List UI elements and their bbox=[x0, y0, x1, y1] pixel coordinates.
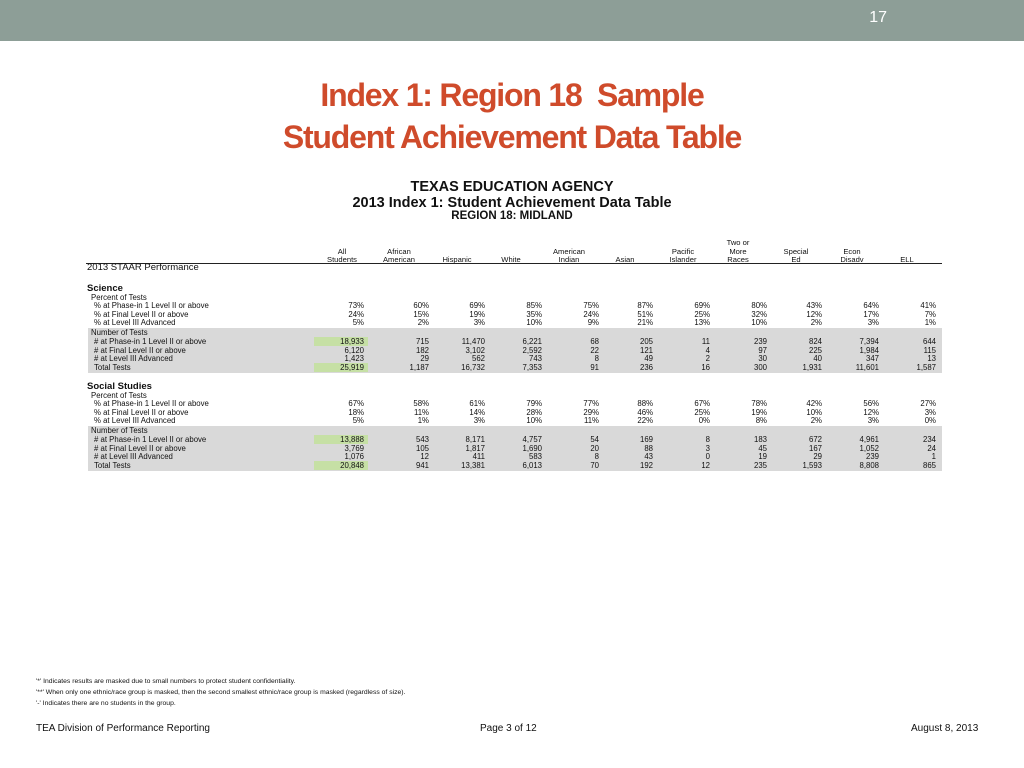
table-cell: 43 bbox=[644, 452, 653, 462]
table-row bbox=[0, 310, 1024, 319]
table-cell: 167 bbox=[808, 443, 822, 453]
table-cell: 2% bbox=[810, 318, 822, 328]
table-cell: 10% bbox=[526, 416, 542, 426]
table-cell: 20 bbox=[590, 443, 599, 453]
table-cell: 56% bbox=[863, 399, 879, 408]
table-cell: 8,171 bbox=[465, 435, 485, 444]
performance-label: 2013 STAAR Performance bbox=[87, 262, 199, 273]
table-cell: 3% bbox=[473, 318, 485, 328]
table-cell: 22 bbox=[590, 345, 599, 355]
table-cell: 42% bbox=[806, 399, 822, 408]
table-cell: 97 bbox=[758, 345, 767, 355]
table-cell: 6,013 bbox=[522, 461, 542, 471]
table-cell: 7,353 bbox=[522, 363, 542, 373]
table-cell: 17% bbox=[863, 309, 879, 319]
table-cell: 88 bbox=[644, 443, 653, 453]
table-cell: 54 bbox=[590, 435, 599, 444]
column-header-line: Disadv bbox=[840, 255, 864, 265]
column-header-line: Ed bbox=[791, 255, 801, 265]
table-cell: 25,919 bbox=[340, 363, 364, 373]
table-cell: 49 bbox=[644, 354, 653, 364]
table-cell: 30 bbox=[758, 354, 767, 364]
table-row bbox=[0, 301, 1024, 310]
table-cell: 8,808 bbox=[859, 461, 879, 471]
table-cell: 0% bbox=[924, 416, 936, 426]
table-cell: 69% bbox=[694, 301, 710, 310]
footnote: '*' Indicates results are masked due to small numbers to protect student confidentiality. bbox=[36, 678, 296, 685]
table-cell: 192 bbox=[639, 461, 653, 471]
table-cell: 183 bbox=[753, 435, 767, 444]
table-cell: 11 bbox=[701, 337, 710, 346]
table-cell: 87% bbox=[637, 301, 653, 310]
table-cell: 28% bbox=[526, 407, 542, 417]
table-cell: 13% bbox=[694, 318, 710, 328]
table-cell: 11% bbox=[413, 407, 429, 417]
table-cell: 6,120 bbox=[344, 345, 364, 355]
table-cell: 12 bbox=[420, 452, 429, 462]
table-row bbox=[0, 416, 1024, 425]
table-cell: 29% bbox=[583, 407, 599, 417]
table-cell: 21% bbox=[637, 318, 653, 328]
table-cell: 14% bbox=[469, 407, 485, 417]
table-cell: 3% bbox=[867, 416, 879, 426]
table-cell: 46% bbox=[637, 407, 653, 417]
group-label: Number of Tests bbox=[91, 328, 148, 337]
table-row bbox=[0, 346, 1024, 355]
table-cell: 743 bbox=[528, 354, 542, 364]
table-cell: 3 bbox=[705, 443, 710, 453]
table-cell: 13 bbox=[927, 354, 936, 364]
table-cell: 29 bbox=[813, 452, 822, 462]
column-header-line: Pacific bbox=[671, 246, 695, 256]
table-cell: 543 bbox=[415, 435, 429, 444]
table-cell: 672 bbox=[808, 435, 822, 444]
table-cell: 2% bbox=[417, 318, 429, 328]
table-cell: 105 bbox=[415, 443, 429, 453]
table-cell: 3,102 bbox=[465, 345, 485, 355]
table-cell: 236 bbox=[639, 363, 653, 373]
table-cell: 300 bbox=[753, 363, 767, 373]
row-label: % at Phase-in 1 Level II or above bbox=[94, 301, 209, 310]
table-cell: 5% bbox=[352, 318, 364, 328]
table-cell: 67% bbox=[694, 399, 710, 408]
subject-heading: Social Studies bbox=[87, 381, 152, 392]
table-cell: 35% bbox=[526, 309, 542, 319]
slide-title bbox=[0, 74, 1024, 158]
row-label: Total Tests bbox=[94, 461, 131, 471]
group-label: Percent of Tests bbox=[91, 391, 147, 400]
table-cell: 3% bbox=[867, 318, 879, 328]
table-cell: 4 bbox=[705, 345, 710, 355]
table-cell: 45 bbox=[758, 443, 767, 453]
table-cell: 1 bbox=[931, 452, 936, 462]
table-cell: 61% bbox=[469, 399, 485, 408]
table-cell: 75% bbox=[583, 301, 599, 310]
table-cell: 1,076 bbox=[344, 452, 364, 462]
footnote: '**' When only one ethnic/race group is masked, then the second smallest ethnic/race group is masked (regardless of size). bbox=[36, 689, 406, 696]
table-cell: 941 bbox=[415, 461, 429, 471]
table-cell: 29 bbox=[420, 354, 429, 364]
table-cell: 20,848 bbox=[340, 461, 364, 471]
table-cell: 11,470 bbox=[461, 337, 485, 346]
table-cell: 3% bbox=[473, 416, 485, 426]
table-cell: 2 bbox=[705, 354, 710, 364]
table-cell: 69% bbox=[469, 301, 485, 310]
subject-heading: Science bbox=[87, 283, 123, 294]
table-cell: 12% bbox=[806, 309, 822, 319]
table-cell: 19 bbox=[758, 452, 767, 462]
table-cell: 18% bbox=[348, 407, 364, 417]
table-cell: 16 bbox=[701, 363, 710, 373]
column-header-line: White bbox=[501, 255, 521, 265]
table-cell: 19% bbox=[751, 407, 767, 417]
table-cell: 411 bbox=[472, 452, 485, 462]
table-cell: 234 bbox=[922, 435, 936, 444]
row-label: Total Tests bbox=[94, 363, 131, 373]
table-cell: 8% bbox=[755, 416, 767, 426]
table-row bbox=[0, 354, 1024, 363]
table-cell: 2,592 bbox=[522, 345, 542, 355]
column-header-line: American bbox=[382, 255, 416, 265]
table-cell: 70 bbox=[590, 461, 599, 471]
row-label: # at Final Level II or above bbox=[94, 443, 186, 453]
table-cell: 235 bbox=[753, 461, 767, 471]
table-cell: 43% bbox=[806, 301, 822, 310]
table-cell: 51% bbox=[637, 309, 653, 319]
region-name: REGION 18: MIDLAND bbox=[451, 210, 573, 222]
table-cell: 9% bbox=[587, 318, 599, 328]
table-cell: 6,221 bbox=[522, 337, 542, 346]
table-cell: 1,984 bbox=[859, 345, 879, 355]
table-cell: 115 bbox=[923, 345, 936, 355]
table-cell: 1,587 bbox=[916, 363, 936, 373]
table-cell: 1,690 bbox=[522, 443, 542, 453]
slide-number: 17 bbox=[869, 9, 887, 26]
row-label: % at Level III Advanced bbox=[94, 416, 176, 426]
table-cell: 41% bbox=[920, 301, 936, 310]
agency-name: TEXAS EDUCATION AGENCY bbox=[410, 179, 614, 195]
footnote: '-' Indicates there are no students in the group. bbox=[36, 700, 176, 707]
table-cell: 18,933 bbox=[340, 337, 364, 346]
column-header-line: Two or bbox=[726, 238, 750, 248]
table-cell: 1,593 bbox=[802, 461, 822, 471]
table-cell: 583 bbox=[528, 452, 542, 462]
table-cell: 644 bbox=[922, 337, 936, 346]
table-cell: 1,423 bbox=[344, 354, 364, 364]
table-cell: 13,888 bbox=[340, 435, 364, 444]
row-label: % at Final Level II or above bbox=[94, 309, 189, 319]
group-label: Number of Tests bbox=[91, 426, 148, 435]
table-cell: 12 bbox=[701, 461, 710, 471]
table-cell: 10% bbox=[526, 318, 542, 328]
column-header-line: ELL bbox=[900, 255, 914, 265]
row-label: # at Level III Advanced bbox=[94, 452, 173, 462]
column-header-line: Asian bbox=[615, 255, 635, 265]
column-header-line: All bbox=[337, 246, 347, 256]
table-cell: 1,817 bbox=[465, 443, 485, 453]
table-cell: 1,052 bbox=[859, 443, 879, 453]
table-cell: 58% bbox=[413, 399, 429, 408]
table-cell: 78% bbox=[751, 399, 767, 408]
table-cell: 824 bbox=[808, 337, 822, 346]
column-header-line: Indian bbox=[558, 255, 580, 265]
column-header-line: More bbox=[729, 246, 747, 256]
column-header-line: African bbox=[387, 246, 411, 256]
table-cell: 79% bbox=[526, 399, 542, 408]
column-header-line: Students bbox=[327, 255, 357, 265]
table-cell: 1% bbox=[417, 416, 429, 426]
table-cell: 8 bbox=[705, 435, 710, 444]
table-cell: 88% bbox=[637, 399, 653, 408]
table-cell: 11% bbox=[583, 416, 599, 426]
table-cell: 10% bbox=[806, 407, 822, 417]
table-row bbox=[0, 452, 1024, 461]
row-label: % at Level III Advanced bbox=[94, 318, 176, 328]
row-label: # at Phase-in 1 Level II or above bbox=[94, 337, 207, 346]
table-cell: 169 bbox=[639, 435, 653, 444]
table-cell: 1,931 bbox=[802, 363, 822, 373]
column-header-line: American bbox=[552, 246, 586, 256]
table-cell: 27% bbox=[920, 399, 936, 408]
table-cell: 8 bbox=[594, 452, 599, 462]
table-row bbox=[0, 444, 1024, 453]
table-cell: 0% bbox=[698, 416, 710, 426]
row-label: % at Phase-in 1 Level II or above bbox=[94, 399, 209, 408]
table-cell: 239 bbox=[753, 337, 767, 346]
table-cell: 239 bbox=[865, 452, 879, 462]
table-row bbox=[0, 318, 1024, 327]
table-cell: 205 bbox=[639, 337, 653, 346]
table-row bbox=[0, 408, 1024, 417]
table-cell: 4,961 bbox=[859, 435, 879, 444]
row-label: # at Level III Advanced bbox=[94, 354, 173, 364]
table-cell: 19% bbox=[469, 309, 485, 319]
table-cell: 12% bbox=[863, 407, 879, 417]
table-title: 2013 Index 1: Student Achievement Data Table bbox=[352, 195, 672, 211]
footer-date: August 8, 2013 bbox=[911, 723, 979, 734]
table-cell: 3% bbox=[924, 407, 936, 417]
table-cell: 15% bbox=[413, 309, 429, 319]
table-cell: 25% bbox=[694, 309, 710, 319]
column-header-line: Special bbox=[783, 246, 809, 256]
table-cell: 11,601 bbox=[855, 363, 879, 373]
table-cell: 562 bbox=[471, 354, 485, 364]
table-cell: 24% bbox=[348, 309, 364, 319]
table-cell: 4,757 bbox=[522, 435, 542, 444]
table-cell: 16,732 bbox=[461, 363, 485, 373]
table-cell: 1,187 bbox=[409, 363, 429, 373]
table-cell: 32% bbox=[751, 309, 767, 319]
table-cell: 182 bbox=[415, 345, 429, 355]
table-cell: 22% bbox=[637, 416, 653, 426]
table-row bbox=[0, 461, 1024, 470]
table-cell: 91 bbox=[590, 363, 599, 373]
table-cell: 85% bbox=[526, 301, 542, 310]
slide-title-line-1: Index 1: Region 18 Sample bbox=[320, 77, 704, 113]
table-cell: 2% bbox=[810, 416, 822, 426]
footer-page: Page 3 of 12 bbox=[480, 723, 537, 734]
table-cell: 1% bbox=[924, 318, 936, 328]
table-row bbox=[0, 337, 1024, 346]
header-rule bbox=[86, 263, 942, 264]
table-cell: 10% bbox=[751, 318, 767, 328]
table-row bbox=[0, 399, 1024, 408]
column-header-line: Races bbox=[727, 255, 749, 265]
slide-title-line-2: Student Achievement Data Table bbox=[282, 119, 742, 155]
group-label: Percent of Tests bbox=[91, 293, 147, 302]
column-header-line: Hispanic bbox=[442, 255, 472, 265]
table-cell: 60% bbox=[413, 301, 429, 310]
footer-division: TEA Division of Performance Reporting bbox=[36, 723, 210, 734]
table-cell: 225 bbox=[808, 345, 822, 355]
table-cell: 68 bbox=[590, 337, 599, 346]
row-label: # at Phase-in 1 Level II or above bbox=[94, 435, 207, 444]
table-cell: 5% bbox=[352, 416, 364, 426]
table-cell: 865 bbox=[922, 461, 936, 471]
table-cell: 8 bbox=[594, 354, 599, 364]
table-cell: 7,394 bbox=[859, 337, 879, 346]
table-cell: 3,769 bbox=[344, 443, 364, 453]
table-cell: 7% bbox=[924, 309, 936, 319]
table-cell: 25% bbox=[694, 407, 710, 417]
table-row bbox=[0, 363, 1024, 372]
table-cell: 0 bbox=[705, 452, 710, 462]
table-cell: 40 bbox=[813, 354, 822, 364]
table-cell: 24 bbox=[927, 443, 936, 453]
table-cell: 13,381 bbox=[461, 461, 485, 471]
column-header-line: Islander bbox=[669, 255, 697, 265]
table-row bbox=[0, 435, 1024, 444]
table-cell: 80% bbox=[751, 301, 767, 310]
table-cell: 64% bbox=[863, 301, 879, 310]
table-cell: 67% bbox=[348, 399, 364, 408]
table-cell: 24% bbox=[583, 309, 599, 319]
row-label: % at Final Level II or above bbox=[94, 407, 189, 417]
table-cell: 121 bbox=[639, 345, 653, 355]
table-cell: 347 bbox=[865, 354, 879, 364]
table-cell: 715 bbox=[415, 337, 429, 346]
table-cell: 73% bbox=[348, 301, 364, 310]
column-header-line: Econ bbox=[843, 246, 861, 256]
table-cell: 77% bbox=[583, 399, 599, 408]
row-label: # at Final Level II or above bbox=[94, 345, 186, 355]
